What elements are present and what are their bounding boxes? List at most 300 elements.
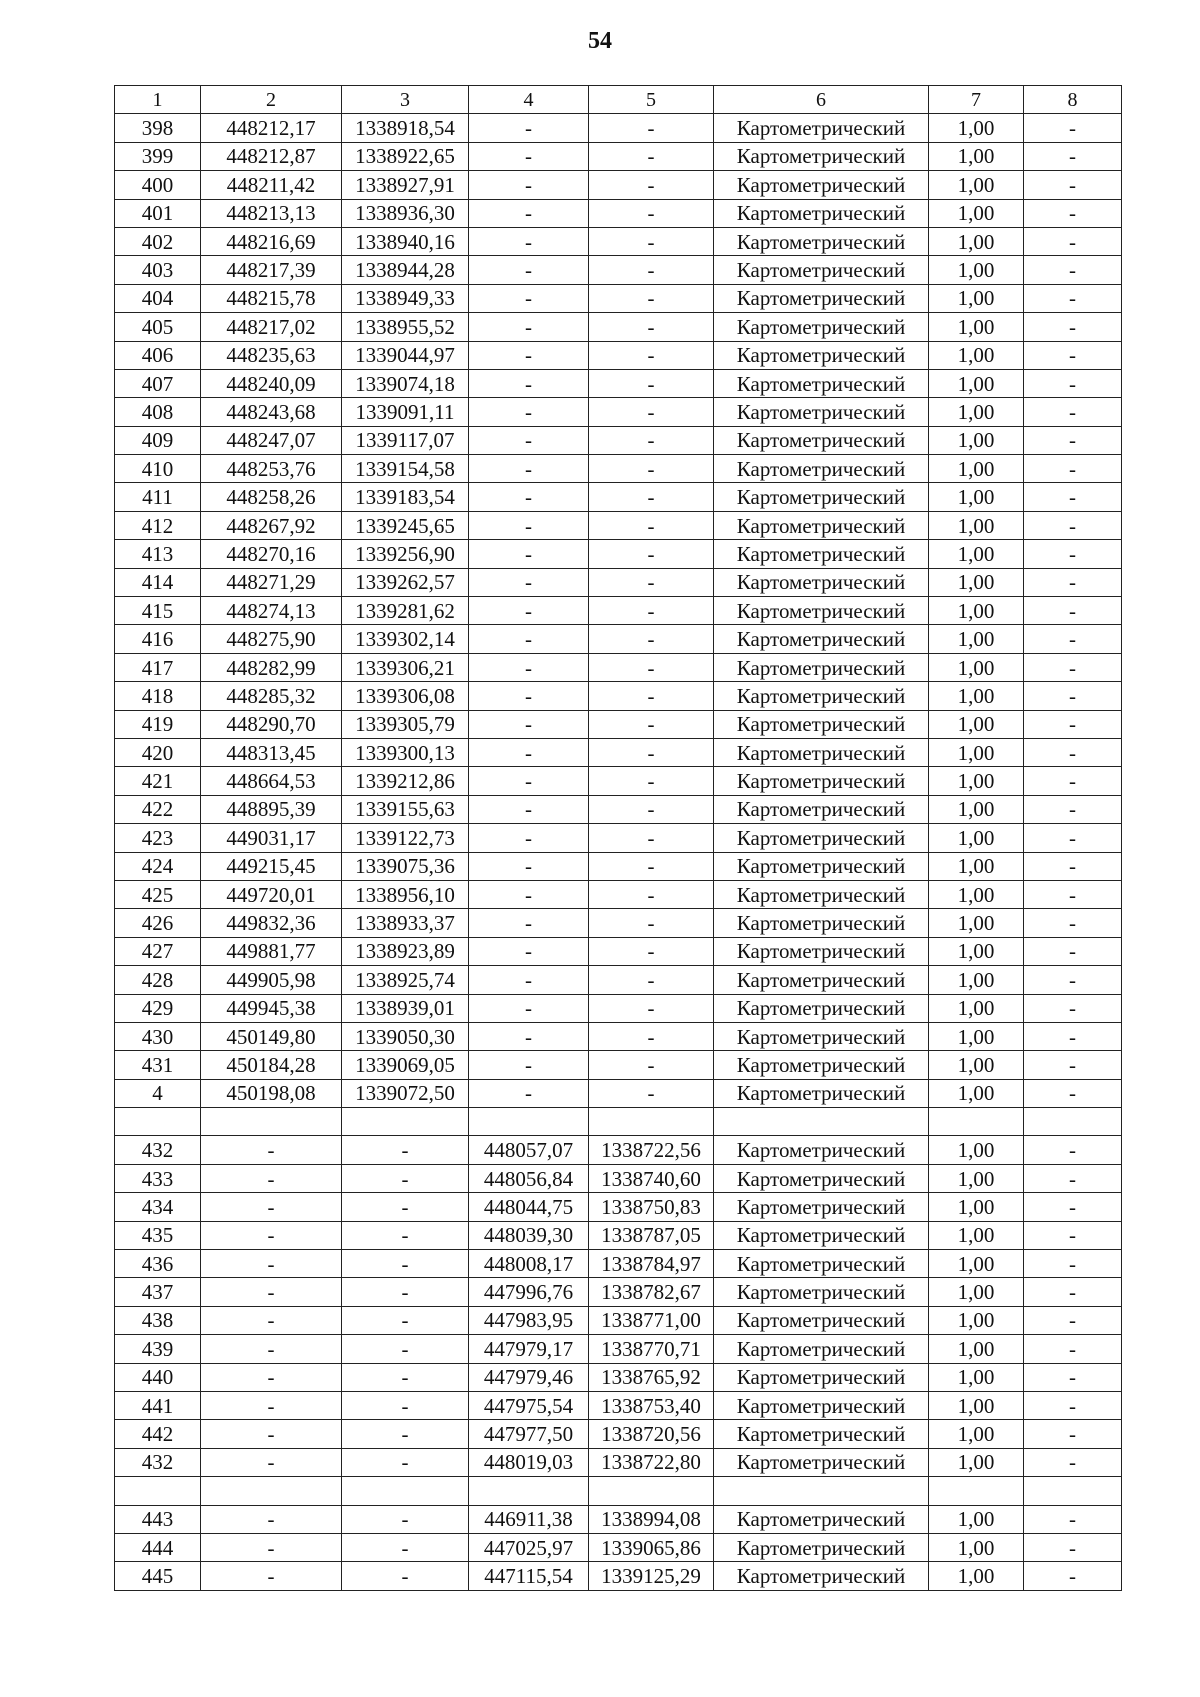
table-cell: Картометрический [714,369,929,397]
table-cell: - [589,199,714,227]
table-cell: - [1024,398,1122,426]
table-cell: 1339117,07 [342,426,469,454]
table-cell: - [589,597,714,625]
table-cell: Картометрический [714,171,929,199]
table-cell: 1,00 [929,1136,1024,1164]
column-header: 8 [1024,86,1122,114]
table-cell: - [1024,625,1122,653]
table-cell: 448057,07 [469,1136,589,1164]
table-cell: 1,00 [929,710,1024,738]
table-cell: Картометрический [714,1079,929,1107]
separator-row [115,1477,1122,1505]
table-cell: 448217,39 [201,256,342,284]
table-row [115,568,1122,596]
table-cell: 1,00 [929,1562,1024,1590]
table-cell: 419 [115,710,201,738]
table-cell: 416 [115,625,201,653]
table-row [115,398,1122,426]
table-cell: 447979,17 [469,1335,589,1363]
table-row [115,625,1122,653]
table-cell: Картометрический [714,767,929,795]
table-cell [929,1477,1024,1505]
table-cell: - [589,341,714,369]
table-cell: 409 [115,426,201,454]
table-cell: 449215,45 [201,852,342,880]
table-cell: 1339302,14 [342,625,469,653]
table-cell: 1339074,18 [342,369,469,397]
table-cell: 448274,13 [201,597,342,625]
table-cell: 446911,38 [469,1505,589,1533]
table-cell: Картометрический [714,1533,929,1561]
table-cell: - [469,568,589,596]
table-cell: Картометрический [714,511,929,539]
table-row [115,795,1122,823]
table-cell: - [201,1505,342,1533]
table-row [115,1221,1122,1249]
table-cell: - [469,852,589,880]
table-cell: - [1024,994,1122,1022]
table-cell: 1339122,73 [342,824,469,852]
table-cell: 410 [115,455,201,483]
table-row [115,1505,1122,1533]
table-row [115,256,1122,284]
table-row [115,313,1122,341]
table-cell: 1,00 [929,142,1024,170]
table-cell: Картометрический [714,994,929,1022]
table-cell: Картометрический [714,1221,929,1249]
table-cell: 449945,38 [201,994,342,1022]
table-cell: 1,00 [929,1391,1024,1419]
table-cell: - [589,738,714,766]
table-row [115,994,1122,1022]
table-cell: - [469,114,589,142]
table-cell: - [589,710,714,738]
table-cell: Картометрический [714,483,929,511]
table-cell: 1338940,16 [342,227,469,255]
table-cell [201,1477,342,1505]
table-cell: 1339183,54 [342,483,469,511]
table-cell: Картометрический [714,284,929,312]
table-cell: - [1024,1051,1122,1079]
table-cell: 1,00 [929,199,1024,227]
table-cell: - [1024,1250,1122,1278]
table-cell: - [1024,1079,1122,1107]
table-cell: - [589,227,714,255]
table-cell: 427 [115,937,201,965]
table-cell: Картометрический [714,597,929,625]
table-cell: 1,00 [929,994,1024,1022]
table-cell: - [1024,114,1122,142]
table-row [115,227,1122,255]
table-row [115,824,1122,852]
table-cell: 1338770,71 [589,1335,714,1363]
table-cell: 1,00 [929,171,1024,199]
table-cell: - [1024,171,1122,199]
table-cell: 401 [115,199,201,227]
table-cell: Картометрический [714,1562,929,1590]
table-cell: - [589,426,714,454]
table-cell: - [469,1079,589,1107]
table-cell [469,1477,589,1505]
table-cell: - [1024,852,1122,880]
table-cell: - [469,426,589,454]
table-row [115,852,1122,880]
table-cell: - [589,483,714,511]
table-cell: 1,00 [929,540,1024,568]
table-cell: 448275,90 [201,625,342,653]
table-cell: 1,00 [929,568,1024,596]
table-cell: 434 [115,1193,201,1221]
table-row [115,426,1122,454]
table-cell: 447025,97 [469,1533,589,1561]
table-cell: - [589,540,714,568]
table-cell: - [469,966,589,994]
table-cell: Картометрический [714,1391,929,1419]
table-cell: 1,00 [929,1335,1024,1363]
table-cell: 1339256,90 [342,540,469,568]
table-cell: 1338753,40 [589,1391,714,1419]
table-cell [1024,1477,1122,1505]
table-cell: 1,00 [929,341,1024,369]
table-row [115,966,1122,994]
table-cell: Картометрический [714,966,929,994]
table-cell: 1338944,28 [342,256,469,284]
table-cell: 1,00 [929,1420,1024,1448]
table-cell: - [1024,1505,1122,1533]
table-cell: 1,00 [929,1448,1024,1476]
table-cell: 448235,63 [201,341,342,369]
table-cell: 430 [115,1022,201,1050]
table-cell: 1338922,65 [342,142,469,170]
table-cell: 1,00 [929,1363,1024,1391]
table-cell: 1339125,29 [589,1562,714,1590]
table-cell: 399 [115,142,201,170]
table-cell: 1338933,37 [342,909,469,937]
table-cell: - [469,171,589,199]
table-cell: 1339155,63 [342,795,469,823]
table-cell: - [201,1250,342,1278]
column-header: 2 [201,86,342,114]
table-cell: - [589,653,714,681]
table-cell: - [1024,1221,1122,1249]
table-row [115,1363,1122,1391]
table-cell: 1338782,67 [589,1278,714,1306]
table-cell: - [1024,1562,1122,1590]
table-cell: - [589,937,714,965]
table-cell: 417 [115,653,201,681]
table-cell: 448217,02 [201,313,342,341]
table-cell: - [201,1448,342,1476]
table-cell: 1338740,60 [589,1164,714,1192]
table-cell: 1,00 [929,824,1024,852]
table-cell: - [342,1136,469,1164]
table-cell: - [1024,1164,1122,1192]
table-cell: - [1024,966,1122,994]
table-cell: 403 [115,256,201,284]
table-cell: 1339065,86 [589,1533,714,1561]
table-cell: - [469,1051,589,1079]
table-cell: 448044,75 [469,1193,589,1221]
table-cell: Картометрический [714,738,929,766]
table-cell: 1,00 [929,483,1024,511]
table-cell: 1,00 [929,966,1024,994]
table-row [115,511,1122,539]
table-cell: Картометрический [714,1505,929,1533]
table-cell: 1338720,56 [589,1420,714,1448]
table-cell: 1,00 [929,1079,1024,1107]
table-cell: 1,00 [929,880,1024,908]
table-cell: 432 [115,1448,201,1476]
table-cell: 1339069,05 [342,1051,469,1079]
table-cell: - [342,1278,469,1306]
table-cell: 414 [115,568,201,596]
table-cell: 1338765,92 [589,1363,714,1391]
table-cell: 448008,17 [469,1250,589,1278]
table-cell: - [1024,653,1122,681]
table-cell: 1,00 [929,398,1024,426]
table-cell: 447977,50 [469,1420,589,1448]
table-cell: 1338787,05 [589,1221,714,1249]
table-cell: Картометрический [714,795,929,823]
table-cell: - [1024,568,1122,596]
table-cell [201,1108,342,1136]
table-cell: Картометрический [714,1448,929,1476]
table-cell: 1338956,10 [342,880,469,908]
table-cell: - [1024,540,1122,568]
table-row [115,1278,1122,1306]
table-cell: 449905,98 [201,966,342,994]
table-cell: 406 [115,341,201,369]
table-cell: Картометрический [714,455,929,483]
table-cell: 442 [115,1420,201,1448]
table-cell: 413 [115,540,201,568]
table-row [115,540,1122,568]
table-cell: - [589,284,714,312]
column-header: 3 [342,86,469,114]
table-cell: - [589,171,714,199]
table-cell: 422 [115,795,201,823]
table-cell: 1338722,80 [589,1448,714,1476]
table-cell: 450198,08 [201,1079,342,1107]
table-cell: 447115,54 [469,1562,589,1590]
table-cell: 1338955,52 [342,313,469,341]
table-cell: 1,00 [929,1193,1024,1221]
table-cell: - [1024,341,1122,369]
table-cell: 1,00 [929,597,1024,625]
table-cell: - [589,994,714,1022]
table-cell: 1339212,86 [342,767,469,795]
table-cell: - [1024,767,1122,795]
table-row [115,1193,1122,1221]
table-cell: 1338925,74 [342,966,469,994]
table-cell: 448253,76 [201,455,342,483]
table-cell: Картометрический [714,682,929,710]
table-cell: Картометрический [714,824,929,852]
table-cell: Картометрический [714,341,929,369]
table-cell: - [589,909,714,937]
table-row [115,710,1122,738]
table-row [115,1420,1122,1448]
table-cell: 431 [115,1051,201,1079]
table-cell: - [1024,227,1122,255]
table-cell: 440 [115,1363,201,1391]
table-cell: - [589,880,714,908]
table-cell: - [201,1363,342,1391]
table-cell: - [1024,1022,1122,1050]
coordinates-table [114,85,1122,1591]
table-cell: - [589,795,714,823]
table-cell: - [342,1562,469,1590]
table-cell: 449832,36 [201,909,342,937]
table-cell: - [469,738,589,766]
table-cell: - [1024,1448,1122,1476]
table-cell: 1,00 [929,256,1024,284]
table-row [115,1022,1122,1050]
table-cell: - [469,795,589,823]
table-cell: - [469,142,589,170]
table-cell: 448267,92 [201,511,342,539]
table-cell: 438 [115,1306,201,1334]
table-cell: - [589,1079,714,1107]
table-cell: - [589,625,714,653]
table-cell: 1338918,54 [342,114,469,142]
table-cell: - [1024,597,1122,625]
table-cell: 448282,99 [201,653,342,681]
table-cell: - [342,1533,469,1561]
table-cell: 426 [115,909,201,937]
table-cell: - [469,341,589,369]
table-cell: - [1024,1136,1122,1164]
table-cell: 432 [115,1136,201,1164]
table-cell: - [201,1193,342,1221]
table-cell [342,1108,469,1136]
table-cell: 1339154,58 [342,455,469,483]
table-row [115,1164,1122,1192]
table-cell: - [1024,1335,1122,1363]
table-cell: 448213,13 [201,199,342,227]
table-cell: - [1024,937,1122,965]
table-cell: - [589,568,714,596]
table-row [115,1562,1122,1590]
table-row [115,738,1122,766]
table-cell: 1,00 [929,1221,1024,1249]
table-cell: 443 [115,1505,201,1533]
table-cell: 1338771,00 [589,1306,714,1334]
table-cell: Картометрический [714,426,929,454]
table-row [115,682,1122,710]
table-cell: 448895,39 [201,795,342,823]
table-cell [115,1108,201,1136]
table-cell: 1339091,11 [342,398,469,426]
table-cell: - [469,880,589,908]
table-cell: 448212,17 [201,114,342,142]
table-cell: - [201,1278,342,1306]
table-cell: 402 [115,227,201,255]
table-cell: 1,00 [929,455,1024,483]
table-cell [469,1108,589,1136]
table-cell: - [1024,1193,1122,1221]
table-row [115,1051,1122,1079]
table-cell: 448056,84 [469,1164,589,1192]
table-row [115,1250,1122,1278]
table-cell: 1338939,01 [342,994,469,1022]
table-cell: 449031,17 [201,824,342,852]
table-cell: 1339300,13 [342,738,469,766]
table-cell: - [1024,1391,1122,1419]
table-row [115,341,1122,369]
table-cell: Картометрический [714,1136,929,1164]
table-cell: 1338722,56 [589,1136,714,1164]
table-cell: 447996,76 [469,1278,589,1306]
table-cell: 1339044,97 [342,341,469,369]
table-cell [589,1477,714,1505]
table-cell: 1,00 [929,426,1024,454]
table-row [115,1136,1122,1164]
table-cell: Картометрический [714,1022,929,1050]
table-cell: Картометрический [714,256,929,284]
table-cell: - [1024,824,1122,852]
table-cell: 1,00 [929,1306,1024,1334]
table-cell: Картометрический [714,625,929,653]
table-cell: - [1024,284,1122,312]
table-cell: - [589,369,714,397]
table-cell: 1,00 [929,682,1024,710]
table-cell: Картометрический [714,540,929,568]
table-cell: - [589,142,714,170]
table-cell: - [342,1164,469,1192]
table-cell: - [589,114,714,142]
table-cell: - [1024,483,1122,511]
table-cell: Картометрический [714,142,929,170]
table-cell: 1338750,83 [589,1193,714,1221]
table-cell: 448664,53 [201,767,342,795]
table-cell: 1,00 [929,767,1024,795]
table-cell: 448039,30 [469,1221,589,1249]
table-cell: - [589,313,714,341]
table-cell: - [469,199,589,227]
table-cell: - [469,625,589,653]
table-cell: 1339306,21 [342,653,469,681]
table-cell: 444 [115,1533,201,1561]
table-cell: 398 [115,114,201,142]
table-cell: 448216,69 [201,227,342,255]
table-cell: Картометрический [714,398,929,426]
table-cell: - [589,767,714,795]
table-cell: - [1024,795,1122,823]
table-cell: - [469,597,589,625]
table-cell: - [469,909,589,937]
table-cell: - [589,1022,714,1050]
table-cell [714,1108,929,1136]
table-cell: Картометрический [714,880,929,908]
table-cell: 448258,26 [201,483,342,511]
table-cell: 448211,42 [201,171,342,199]
table-cell: 1,00 [929,795,1024,823]
table-cell: 1339245,65 [342,511,469,539]
table-cell: 441 [115,1391,201,1419]
table-cell: - [469,937,589,965]
table-cell: - [589,966,714,994]
table-cell: 448019,03 [469,1448,589,1476]
table-cell: - [201,1164,342,1192]
table-cell: 1,00 [929,1533,1024,1561]
table-row [115,597,1122,625]
table-cell: 448290,70 [201,710,342,738]
table-cell: - [469,511,589,539]
table-cell: Картометрический [714,1335,929,1363]
table-row [115,880,1122,908]
table-row [115,284,1122,312]
